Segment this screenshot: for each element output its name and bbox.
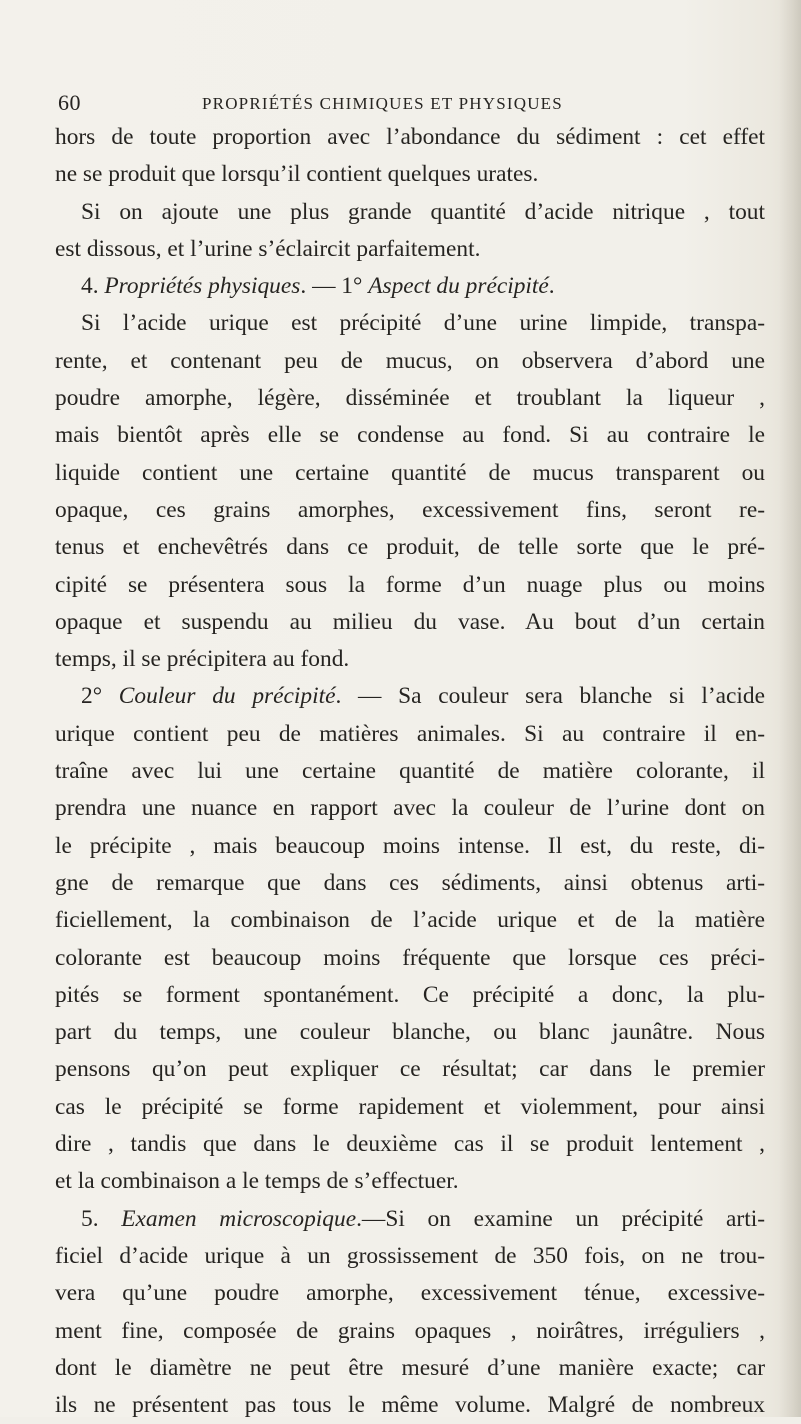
section-number: 5. <box>81 1205 122 1232</box>
text-line: ment fine, composée de grains opaques , noirâtres, irréguliers , <box>55 1317 765 1344</box>
text-line: pités se forment spontanément. Ce précipité a donc, la plu- <box>55 981 765 1008</box>
text-line: ils ne présentent pas tous le même volume. Malgré de nombreux <box>55 1392 765 1419</box>
text-line: colorante est beaucoup moins fréquente que lorsque ces préci- <box>55 944 765 971</box>
text-line: hors de toute proportion avec l’abondance du sédiment : cet effet <box>55 124 765 150</box>
text-line: opaque, ces grains amorphes, excessivement fins, seront re- <box>55 496 765 523</box>
text-line: liquide contient une certaine quantité de mucus transparent ou <box>55 459 765 486</box>
section-text: .—Si on examine un précipité arti- <box>356 1205 765 1232</box>
subsection-title: Couleur du précipité <box>118 683 336 710</box>
text-line: gne de remarque que dans ces sédiments, ainsi obtenus arti- <box>55 869 765 896</box>
text-line: mais bientôt après elle se condense au fond. Si au contraire le <box>55 422 765 449</box>
text-line: part du temps, une couleur blanche, ou blanc jaunâtre. Nous <box>55 1019 765 1046</box>
text-line: dire , tandis que dans le deuxième cas il se produit lentement , <box>55 1131 765 1158</box>
text-line: et la combinaison a le temps de s’effectuer. <box>55 1168 459 1195</box>
text-line: temps, il se précipitera au fond. <box>55 646 350 673</box>
page-header <box>58 90 758 116</box>
subsection-heading-color <box>55 678 765 715</box>
running-title: PROPRIÉTÉS CHIMIQUES ET PHYSIQUES <box>202 94 563 113</box>
text-line: opaque et suspendu au milieu du vase. Au bout d’un certain <box>55 608 765 635</box>
page-edge-shadow <box>779 0 801 1417</box>
section-heading-physical-properties <box>55 268 765 305</box>
text-line: vera qu’une poudre amorphe, excessivement ténue, excessive- <box>55 1280 765 1307</box>
subsection-number: 2° <box>81 683 119 710</box>
text-line: traîne avec lui une certaine quantité de matière colorante, il <box>55 758 765 785</box>
text-line: urique contient peu de matières animales. Si au contraire il en- <box>55 720 765 747</box>
text-line: Si l’acide urique est précipité d’une urine limpide, transpa- <box>81 310 765 337</box>
text-line: cipité se présentera sous la forme d’un nuage plus ou moins <box>55 571 765 598</box>
subsection-text: . — Sa couleur sera blanche si l’acide <box>335 683 765 710</box>
page-number: 60 <box>58 90 81 115</box>
subsection-title: Aspect du précipité <box>368 273 549 300</box>
text-line: tenus et enchevêtrés dans ce produit, de telle sorte que le pré- <box>55 534 765 561</box>
text-line: cas le précipité se forme rapidement et violemment, pour ainsi <box>55 1093 765 1120</box>
text-line: est dissous, et l’urine s’éclaircit parfaitement. <box>55 235 481 262</box>
heading-end: . <box>548 273 555 300</box>
section-heading-microscopic-exam <box>55 1201 765 1238</box>
text-line: prendra une nuance en rapport avec la couleur de l’urine dont on <box>55 795 765 822</box>
text-line: le précipite , mais beaucoup moins intense. Il est, du reste, di- <box>55 832 765 859</box>
heading-separator: . — 1° <box>300 273 369 300</box>
text-line: rente, et contenant peu de mucus, on observera d’abord une <box>55 347 765 374</box>
section-title: Propriétés physiques <box>104 273 301 300</box>
section-title: Examen microscopique <box>121 1205 357 1232</box>
section-number: 4. <box>81 273 105 300</box>
text-line: poudre amorphe, légère, disséminée et troublant la liqueur , <box>55 385 765 412</box>
text-line: ne se produit que lorsqu’il contient quelques urates. <box>55 161 539 188</box>
text-line: ficiel d’acide urique à un grossissement de 350 fois, on ne trou- <box>55 1242 765 1269</box>
body-text <box>55 119 765 1424</box>
text-line: dont le diamètre ne peut être mesuré d’une manière exacte; car <box>55 1354 765 1381</box>
text-line: pensons qu’on peut expliquer ce résultat; car dans le premier <box>55 1056 765 1083</box>
text-line: ficiellement, la combinaison de l’acide urique et de la matière <box>55 907 765 934</box>
text-line: Si on ajoute une plus grande quantité d’acide nitrique , tout <box>81 198 765 225</box>
